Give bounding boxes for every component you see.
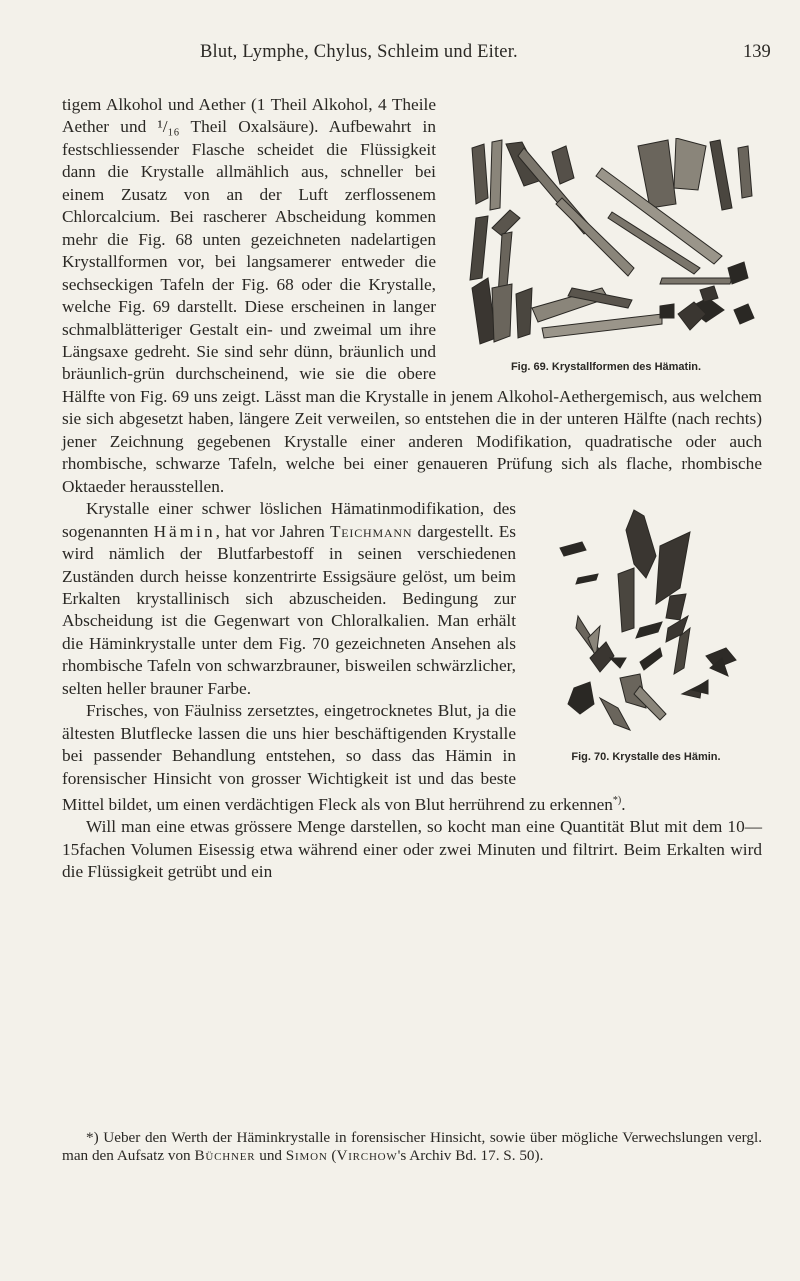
hemin-crystals-illustration [530,508,762,743]
author-buchner: Büchner [194,1147,256,1164]
author-virchow: Virchow [336,1147,398,1164]
page-header [0,42,800,66]
running-title: Blut, Lymphe, Chylus, Schleim und Eiter. [200,42,518,62]
author-simon: Simon [285,1147,328,1164]
paragraph-3-text: Frisches, von Fäulniss zersetztes, eingetrocknetes Blut, ja die ältesten Blutflecke lassen die uns hier beschäftigenden Krystalle bei passender Behandlung entstehen, so dass das Hämin in forensischer Hinsicht von grosser Wichtigkeit ist und das beste Mittel bildet, um einen verdächtigen Fleck als von Blut herrührend zu erkennen [62,701,613,814]
footnote-and: und [255,1147,286,1164]
term-hamin: Hämin [153,521,216,541]
hematin-crystals-illustration [462,138,757,353]
figure-70-caption: Fig. 70. Krystalle des Hämin. [571,751,721,764]
paragraph-3-end: . [621,794,626,814]
footnote-text-2: ( [327,1147,337,1164]
footnote-reference: *) [612,795,622,807]
paragraph-2-mid: , hat vor Jahren [215,521,330,541]
figure-70 [530,508,762,768]
author-teichmann: Teichmann [329,521,413,541]
page-body [62,94,762,884]
page-number: 139 [743,42,771,62]
figure-69-caption: Fig. 69. Krystallformen des Hämatin. [510,361,702,373]
paragraph-4: Will man eine etwas grössere Menge darstellen, so kocht man eine Quantität Blut mit dem 10—15fachen Volumen Eisessig etwa während einer oder zwei Minuten und filtrirt. Beim Erkalten wird die Flüssigkeit getrübt und ein [62,817,762,882]
paragraph-1: tigem Alkohol und Aether (1 Theil Alkohol, 4 Theile Aether und ¹/₁₆ Theil Oxalsäure). Aufbewahrt in festschliessender Flasche scheidet die Flüssigkeit dann die Krystalle allmählich aus, schneller bei einem Zusatz von an der Luft zerflossenem Chlorcalcium. Bei rascherer Abscheidung kommen mehr die Fig. 68 unten gezeichneten nadelartigen Krystallformen vor, bei langsamerer entweder die sechseckigen Tafeln der Fig. 68 oder die Krystalle, welche Fig. 69 darstellt. Diese erscheinen in langer schmalblätteriger Gestalt ein- und zweimal um ihre Längsaxe gedreht. Sie sind sehr dünn, bräunlich und bräunlich-grün durchscheinend, wie sie die obere Hälfte von Fig. 69 uns zeigt. Lässt man die Krystalle in jenem Alkohol-Aethergemisch, aus welchem sie sich abgesetzt haben, längere Zeit verweilen, so entstehen die in der unteren Hälfte (nach rechts) jener Zeichnung gegebenen Krystalle einer anderen Modifikation, quadratische oder auch rhombische, schwarze Tafeln, welche bei einer genaueren Prüfung sich als flache, rhombische Oktaeder herausstellen. [62,95,762,496]
figure-69 [450,138,762,378]
footnote-text-3: 's Archiv Bd. 17. S. 50). [397,1147,544,1164]
paragraph-2-start: Krystalle einer schwer löslichen Hämatinmodifikation, des sogenannten [62,499,516,541]
footnote-mark: *) [86,1129,99,1146]
footnote-text-1: Ueber den Werth der Häminkrystalle in forensischer Hinsicht, sowie über mögliche Verwechslungen vergl. man den Aufsatz von [62,1129,762,1164]
paragraph-2-rest: dargestellt. Es wird nämlich der Blutfarbestoff in seinen verschiedenen Zuständen durch heisse konzentrirte Essigsäure gelöst, um beim Erkalten krystallinisch sich abzuscheiden. Bedingung zur Abscheidung ist die Gegenwart von Chloralkalien. Man erhält die Häminkrystalle unter dem Fig. 70 gezeichneten Ansehen als rhombische Tafeln von schwarzbrauner, bisweilen schwärzlicher, selten heller brauner Farbe. [62,521,516,698]
footnote [62,1129,762,1165]
